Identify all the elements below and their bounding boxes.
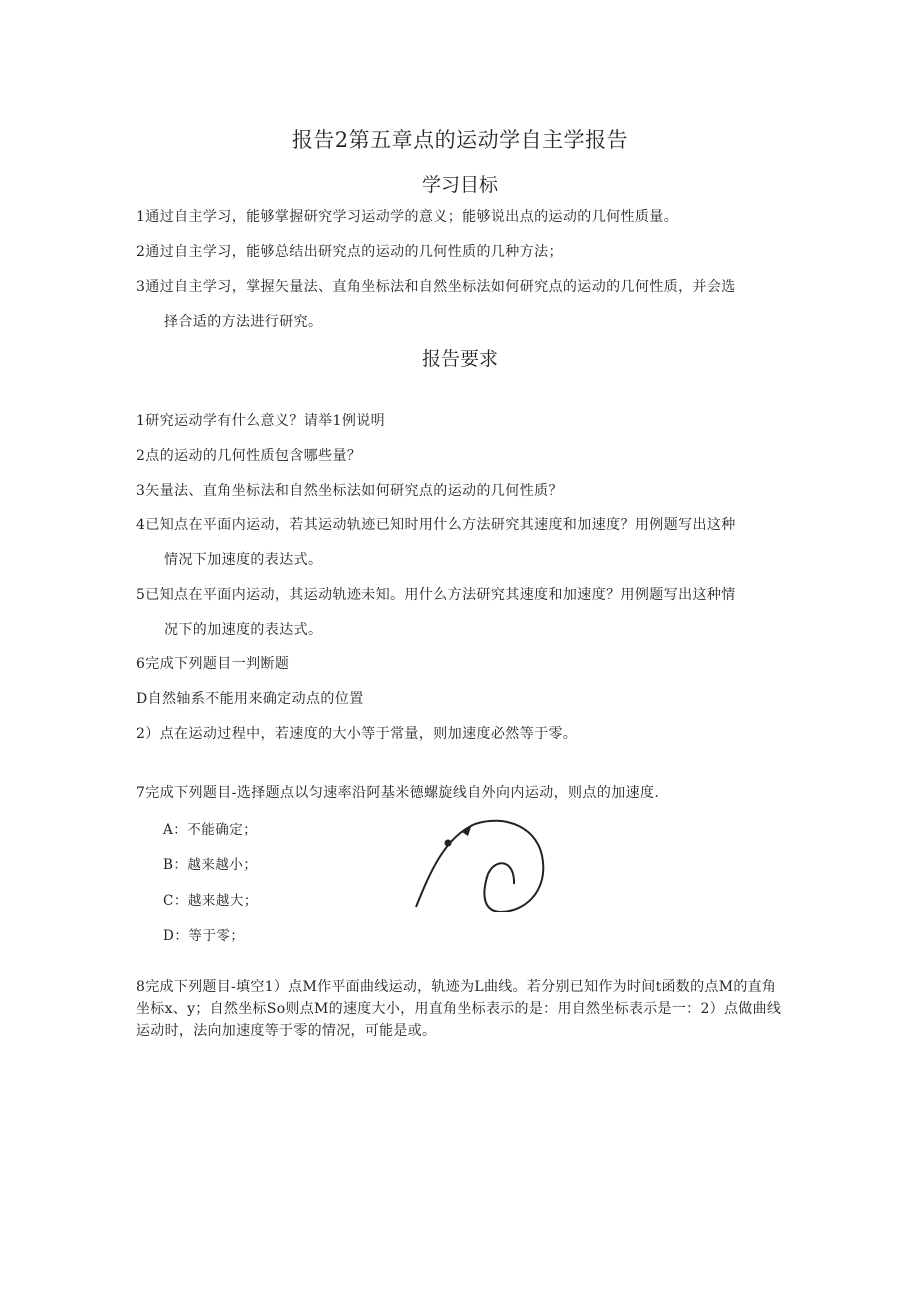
requirement-item: 2点的运动的几何性质包含哪些量？ — [136, 448, 362, 464]
goal-item: 2通过自主学习，能够总结出研究点的运动的几何性质的几种方法； — [136, 244, 563, 260]
requirement-item: 1研究运动学有什么意义？请举1例说明 — [136, 413, 386, 429]
spiral-trajectory-icon — [410, 812, 550, 912]
option-d: D：等于零； — [163, 928, 245, 944]
option-a: A：不能确定； — [163, 822, 258, 838]
requirement-item: 4已知点在平面内运动，若其运动轨迹已知时用什么方法研究其速度和加速度？用例题写出这种 — [136, 517, 736, 533]
requirement-item: 3矢量法、直角坐标法和自然坐标法如何研究点的运动的几何性质？ — [136, 483, 563, 499]
section-heading-requirements: 报告要求 — [421, 348, 498, 370]
requirement-item: 5已知点在平面内运动，其运动轨迹未知。用什么方法研究其速度和加速度？用例题写出这种情 — [136, 587, 736, 603]
question7-stem: 7完成下列题目-选择题点以匀速率沿阿基米德螺旋线自外向内运动，则点的加速度. — [136, 785, 660, 801]
goal-item: 1通过自主学习，能够掌握研究学习运动学的意义；能够说出点的运动的几何性质量。 — [136, 209, 679, 225]
goal-item: 3通过自主学习，掌握矢量法、直角坐标法和自然坐标法如何研究点的运动的几何性质，并会选 — [136, 279, 736, 295]
requirement-item: 6完成下列题目一判断题 — [136, 656, 290, 672]
judgment-item: 2）点在运动过程中，若速度的大小等于常量，则加速度必然等于零。 — [136, 726, 578, 742]
document-title: 报告2第五章点的运动学自主学报告 — [291, 128, 629, 152]
requirement-item-continuation: 情况下加速度的表达式。 — [164, 552, 323, 568]
requirement-item-continuation: 况下的加速度的表达式。 — [164, 622, 323, 638]
option-c: C：越来越大； — [163, 893, 258, 909]
option-b: B：越来越小； — [163, 857, 258, 873]
section-heading-goals: 学习目标 — [421, 174, 498, 196]
question8-paragraph: 8完成下列题目-填空1）点M作平面曲线运动，轨迹为L曲线。若分别已知作为时间t函数的点M的直角坐标x、y；自然坐标So则点M的速度大小，用直角坐标表示的是：用自然坐标表示是一：2）点做曲线运动时，法向加速度等于零的情况，可能是或。 — [136, 979, 782, 1039]
goal-item-continuation: 择合适的方法进行研究。 — [164, 314, 323, 330]
judgment-item: D自然轴系不能用来确定动点的位置 — [136, 691, 364, 707]
